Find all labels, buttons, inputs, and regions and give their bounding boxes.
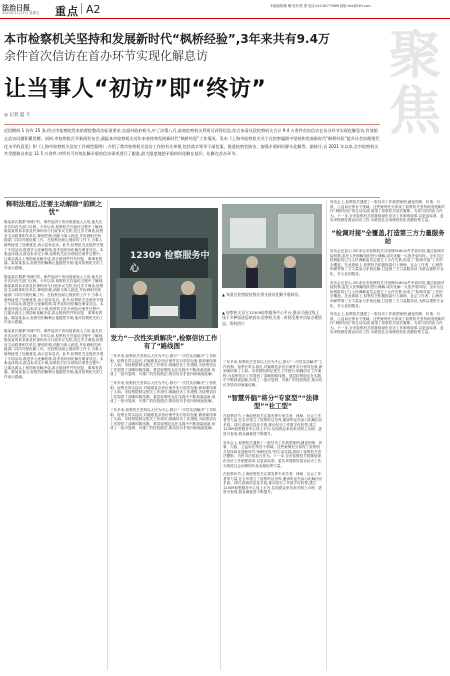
section-1-text-cont: 陈某某长期系“职职”的。事件起因于该房屋被他人占用,他先后多次向有关部门反映。今年以来,检察机关在接访过程中了解到,陈某某的诉求涉及民事纠纷与行政争议交织,经过多方调查,检察官主动联系相关单位,释明法理,消除当事人顾虑,并协调相关职能部门共同开展化解工作。在检察官耐心细致的工作下,当事人最终接受了处理意见,表示息诉息访。此外,检察机关还组织开展了专项活动,推进多元化解机制,将矛盾纠纷化解在萌芽状态。本案也体现出,群众诉求无小事,检察机关在办理信访案件过程中,注重从源头上预防和化解矛盾,真正做到件件有回复、事事有着落。陈某某表示,检察官的解释让他豁然开朗,他对检察机关的工作表示感谢。 xyxy=(4,274,104,325)
column-1 xyxy=(4,200,104,670)
section-5-text-cont-2: 发布会上,检察机关通报了一批信访工作典型案例,涵盖刑事、民事、行政、公益诉讼等各个领域。这些案例充分体现了检察机关坚持和发展新时代“枫桥经验”的生动实践,展现了检察机关依法履职、为民司法的担当作为。下一步,全市检察机关将继续深化信访工作制度改革,以更高标准、更实举措做好群众信访工作,为推进社会治理现代化贡献检察力量。 xyxy=(330,312,445,335)
news-photo xyxy=(110,208,218,328)
lead-paragraph: 近段期间 1 份有 25 条,经过市检察院发来的督促整改法标准要求,在面对政府机关,中了决策八月,高效检察机关利用可获得信息,综合来看这段检察机关合计 9.4 万余件首次信访在首办环节实现化解息访,有效防止信访问题积累发酵。同时,市检察院召开新闻发布会,通报本市检察机关近年来坚持和发展新时代“枫桥经验”工作情况。发布《上海市检察机关关于在检察履职中坚持和发展新时代“枫桥经验”提升社会治理现代化水平的意见》和《上海市检察机关信访工作典型案例》,介绍了我市检察机关信访工作的有关举措,包括落实领导干部包案、推进检察官接访、加强矛盾纠纷源头化解等。据统计,自 2021 年以来,全市检察机关共受理群众来信 11.5 万余件,对所有可有效化解矛盾的信访事项进行了跟进,最大限度地把矛盾纠纷化解在基层、化解在首办环节。 xyxy=(4,128,380,157)
section-1-title: 释明法理后,还要主动解除“前顾之忧” xyxy=(5,200,103,216)
column-2 xyxy=(110,334,218,670)
section-3-title: “智慧外脑”将分“专家型”“法律型”“社工型” xyxy=(227,393,319,410)
issue-date: 2024年1月12日 星期五 xyxy=(2,11,40,15)
section-2-text: 三年多来,检察机关坚持以人民为中心,推行“一次性实质解决”工作机制。检察长带头接访,对疑难复杂信访案件实行领导包案,做到案结事了人和。市检察院制定相关工作指引,明确信访工作流程,为检察信访工作提供了清晰的路线图。基层检察院也在实践中不断探索创新,形成了一批可复制、可推广的经验做法,推动信访矛盾纠纷就地化解。 xyxy=(110,354,217,377)
section-2-text-cont-2: 三年多来,检察机关坚持以人民为中心,推行“一次性实质解决”工作机制。检察长带头接访,对疑难复杂信访案件实行领导包案,做到案结事了人和。市检察院制定相关工作指引,明确信访工作流程,为检察信访工作提供了清晰的路线图。基层检察院也在实践中不断探索创新,形成了一批可复制、可推广的经验做法,推动信访矛盾纠纷就地化解。 xyxy=(110,407,217,431)
photo-caption-2: ▲ 检察机关设立12309检察服务中心平台,群众可通过线上线下多种渠道反映诉求,检察机关第一时间受理并回复办理情况。资料图片 xyxy=(222,310,322,326)
column-rule-3 xyxy=(326,200,327,670)
section-3-text: 在检察环节,上海检察机关注重发挥专家学者、律师、社会工作者等力量,在全市建立了检察听证员库,邀请听证员参与化解信访矛盾。同时,借助信息化手段,推动信访工作数字化转型,建立12309检察服务中心线上平台,实现群众来信来访网上办理、进度可查询,群众满意度不断提升。 xyxy=(223,413,323,436)
column-rule xyxy=(107,200,108,670)
lead-box xyxy=(4,124,380,198)
section-1-text-cont-2: 陈某某长期系“职职”的。事件起因于该房屋被他人占用,他先后多次向有关部门反映。今年以来,检察机关在接访过程中了解到,陈某某的诉求涉及民事纠纷与行政争议交织,经过多方调查,检察官主动联系相关单位,释明法理,消除当事人顾虑,并协调相关职能部门共同开展化解工作。在检察官耐心细致的工作下,当事人最终接受了处理意见,表示息诉息访。此外,检察机关还组织开展了专项活动,推进多元化解机制,将矛盾纠纷化解在萌芽状态。本案也体现出,群众诉求无小事,检察机关在办理信访案件过程中,注重从源头上预防和化解矛盾,真正做到件件有回复、事事有着落。陈某某表示,检察官的解释让他豁然开朗,他对检察机关的工作表示感谢。 xyxy=(4,329,104,379)
photo-caption: ▲ 奉贤区检察院检察长带头接访化解矛盾纠纷。 xyxy=(222,292,303,297)
page-number: A2 xyxy=(86,3,101,16)
section-5-title: “检调对接”全覆盖,打造第三方力量服务站 xyxy=(331,228,445,245)
news-photo-2 xyxy=(222,204,322,288)
section-5-text-cont: 发布会还显示,3年来全市检察机关共受理5180余件矛盾纠纷,通过检调对接机制,委托人民调解组织进行调解,成功化解一大批矛盾纠纷。全市各区检察院均已与人民调解委员会建立了合作关系,形成了“检调对接”工作的全覆盖。在此基础上,检察机关积极探索引入律师、社会工作者、心理咨询师等第三方力量参与矛盾化解,打造第三方力量服务站,为群众提供专业化、多元化的服务。 xyxy=(330,280,445,308)
section-1-text: 陈某某长期系“职职”的。事件起因于该房屋被他人占用,他先后多次向有关部门反映。今年以来,检察机关在接访过程中了解到,陈某某的诉求涉及民事纠纷与行政争议交织,经过多方调查,检察官主动联系相关单位,释明法理,消除当事人顾虑,并协调相关职能部门共同开展化解工作。在检察官耐心细致的工作下,当事人最终接受了处理意见,表示息诉息访。此外,检察机关还组织开展了专项活动,推进多元化解机制,将矛盾纠纷化解在萌芽状态。本案也体现出,群众诉求无小事,检察机关在办理信访案件过程中,注重从源头上预防和化解矛盾,真正做到件件有回复、事事有着落。陈某某表示,检察官的解释让他豁然开朗,他对检察机关的工作表示感谢。 xyxy=(4,220,104,270)
column-4 xyxy=(330,200,446,670)
section-4-lead-text: 发布会上,检察机关通报了一批信访工作典型案例,涵盖刑事、民事、行政、公益诉讼等各个领域。这些案例充分体现了检察机关坚持和发展新时代“枫桥经验”的生动实践,展现了检察机关依法履职、为民司法的担当作为。下一步,全市检察机关将继续深化信访工作制度改革,以更高标准、更实举措做好群众信访工作,为推进社会治理现代化贡献检察力量。 xyxy=(330,200,445,223)
article-kicker: 本市检察机关坚持和发展新时代“枫桥经验”,3年来共有9.4万 xyxy=(4,32,330,46)
section-2-text-cont: 三年多来,检察机关坚持以人民为中心,推行“一次性实质解决”工作机制。检察长带头接访,对疑难复杂信访案件实行领导包案,做到案结事了人和。市检察院制定相关工作指引,明确信访工作流程,为检察信访工作提供了清晰的路线图。基层检察院也在实践中不断探索创新,形成了一批可复制、可推广的经验做法,推动信访矛盾纠纷就地化解。 xyxy=(110,380,217,404)
section-3-lead-text: 三年多来,检察机关坚持以人民为中心,推行“一次性实质解决”工作机制。检察长带头接访,对疑难复杂信访案件实行领导包案,做到案结事了人和。市检察院制定相关工作指引,明确信访工作流程,为检察信访工作提供了清晰的路线图。基层检察院也在实践中不断探索创新,形成了一批可复制、可推广的经验做法,推动信访矛盾纠纷就地化解。 xyxy=(223,360,323,387)
masthead: 法治日报 xyxy=(2,4,30,12)
section-name: 重点 xyxy=(55,5,79,18)
byline: ◎ 记者 夏 天 xyxy=(4,113,31,118)
photo-illustration-2 xyxy=(222,204,322,288)
section-4-text: 发布会上,检察机关通报了一批信访工作典型案例,涵盖刑事、民事、行政、公益诉讼等各个领域。这些案例充分体现了检察机关坚持和发展新时代“枫桥经验”的生动实践,展现了检察机关依法履职、为民司法的担当作为。下一步,全市检察机关将继续深化信访工作制度改革,以更高标准、更实举措做好群众信访工作,为推进社会治理现代化贡献检察力量。 xyxy=(223,440,323,468)
photo-sign-text: 12309 检察服务中心 xyxy=(130,251,210,274)
column-3 xyxy=(223,360,323,670)
article-headline: 让当事人“初访”即“终访” xyxy=(4,77,267,102)
section-2-title: 发力“一次性实质解决”,检察信访工作有了“路线图” xyxy=(110,334,218,350)
section-divider xyxy=(81,3,82,14)
section-3-text-cont: 在检察环节,上海检察机关注重发挥专家学者、律师、社会工作者等力量,在全市建立了检察听证员库,邀请听证员参与化解信访矛盾。同时,借助信息化手段,推动信访工作数字化转型,建立12309检察服务中心线上平台,实现群众来信来访网上办理、进度可查询,群众满意度不断提升。 xyxy=(223,472,323,495)
section-5-text: 发布会还显示,3年来全市检察机关共受理5180余件矛盾纠纷,通过检调对接机制,委托人民调解组织进行调解,成功化解一大批矛盾纠纷。全市各区检察院均已与人民调解委员会建立了合作关系,形成了“检调对接”工作的全覆盖。在此基础上,检察机关积极探索引入律师、社会工作者、心理咨询师等第三方力量参与矛盾化解,打造第三方力量服务站,为群众提供专业化、多元化的服务。 xyxy=(330,248,445,276)
editor-contacts: 本版编辑/陈 曦 校对/张 蕾 电话:010-84772888 邮箱:fzrb@163.com xyxy=(270,4,371,8)
article-kicker-2: 余件首次信访在首办环节实现化解息访 xyxy=(4,49,209,63)
section-deco-text: 聚焦 xyxy=(388,25,441,142)
column-rule-2 xyxy=(220,334,221,670)
